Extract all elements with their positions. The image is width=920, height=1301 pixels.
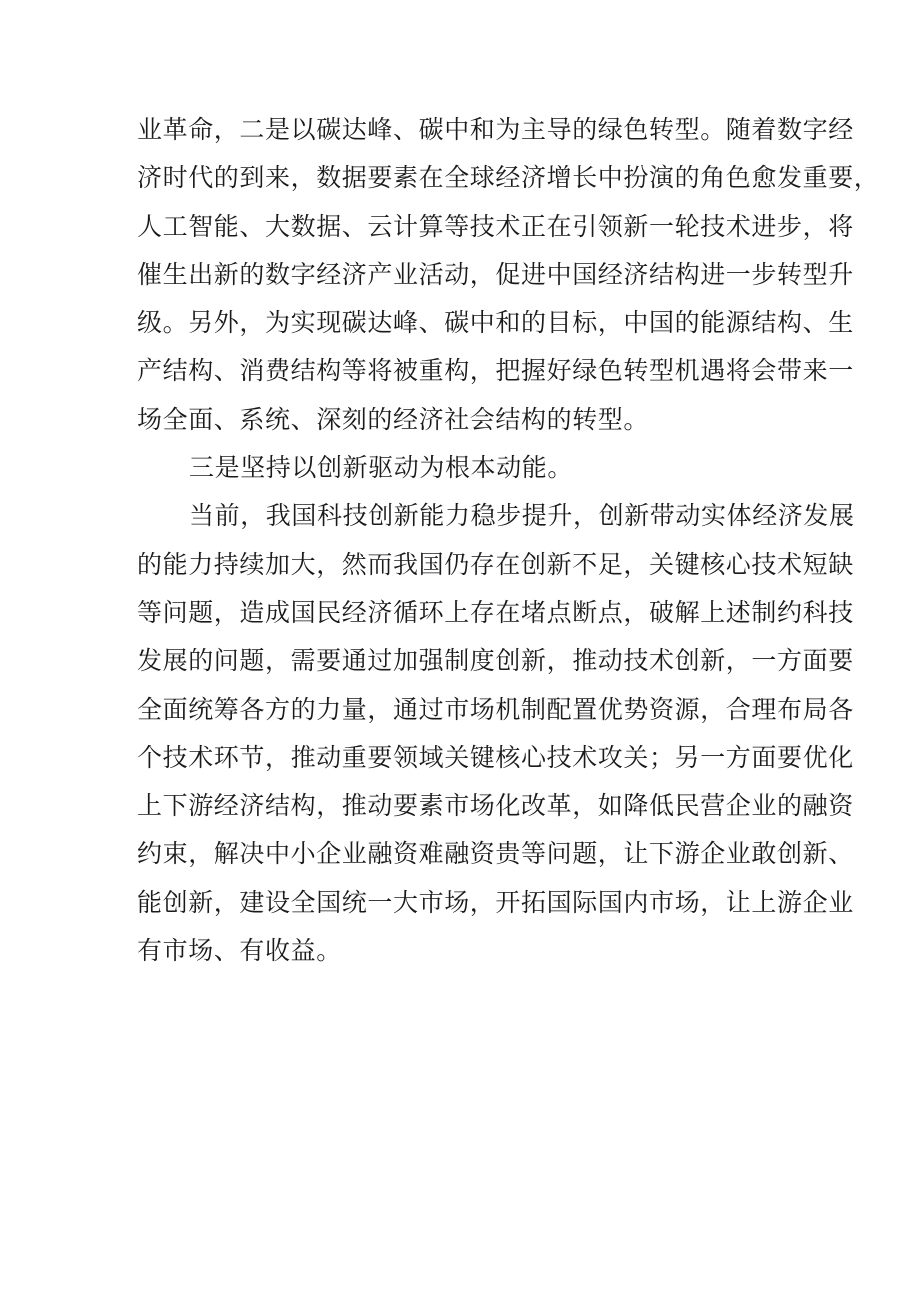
paragraph-line: 等问题，造成国民经济循环上存在堵点断点，破解上述制约科技 bbox=[137, 597, 854, 627]
section-heading bbox=[137, 444, 791, 492]
paragraph-line: 场全面、系统、深刻的经济社会结构的转型。 bbox=[137, 404, 650, 434]
paragraph-line: 当前，我国科技创新能力稳步提升，创新带动实体经济发展 bbox=[189, 501, 855, 531]
paragraph-line: 上下游经济结构，推动要素市场化改革，如降低民营企业的融资 bbox=[137, 791, 854, 821]
paragraph-line: 约束，解决中小企业融资难融资贵等问题，让下游企业敢创新、 bbox=[137, 839, 854, 869]
body-text bbox=[137, 106, 880, 975]
paragraph-line: 业革命，二是以碳达峰、碳中和为主导的绿色转型。随着数字经 bbox=[137, 115, 854, 144]
paragraph-line: 人工智能、大数据、云计算等技术正在引领新一轮技术进步，将 bbox=[137, 211, 854, 241]
paragraph-line: 全面统筹各方的力量，通过市场机制配置优势资源，合理布局各 bbox=[137, 694, 854, 724]
paragraph-1 bbox=[137, 106, 880, 444]
paragraph-line: 的能力持续加大，然而我国仍存在创新不足，关键核心技术短缺 bbox=[137, 549, 854, 579]
paragraph-2 bbox=[137, 492, 855, 975]
paragraph-line: 产结构、消费结构等将被重构，把握好绿色转型机遇将会带来一 bbox=[137, 356, 854, 386]
paragraph-line: 能创新，建设全国统一大市场，开拓国际国内市场，让上游企业 bbox=[137, 887, 854, 917]
paragraph-line: 发展的问题，需要通过加强制度创新，推动技术创新，一方面要 bbox=[137, 646, 854, 676]
paragraph-line: 催生出新的数字经济产业活动，促进中国经济结构进一步转型升 bbox=[137, 259, 854, 289]
paragraph-line: 级。另外，为实现碳达峰、碳中和的目标，中国的能源结构、生 bbox=[137, 308, 854, 338]
section-heading-text: 三是坚持以创新驱动为根本动能。 bbox=[189, 453, 574, 483]
paragraph-line: 济时代的到来，数据要素在全球经济增长中扮演的角色愈发重要， bbox=[137, 163, 880, 193]
paragraph-line: 个技术环节，推动重要领域关键核心技术攻关；另一方面要优化 bbox=[137, 742, 854, 772]
paragraph-line: 有市场、有收益。 bbox=[137, 936, 342, 966]
